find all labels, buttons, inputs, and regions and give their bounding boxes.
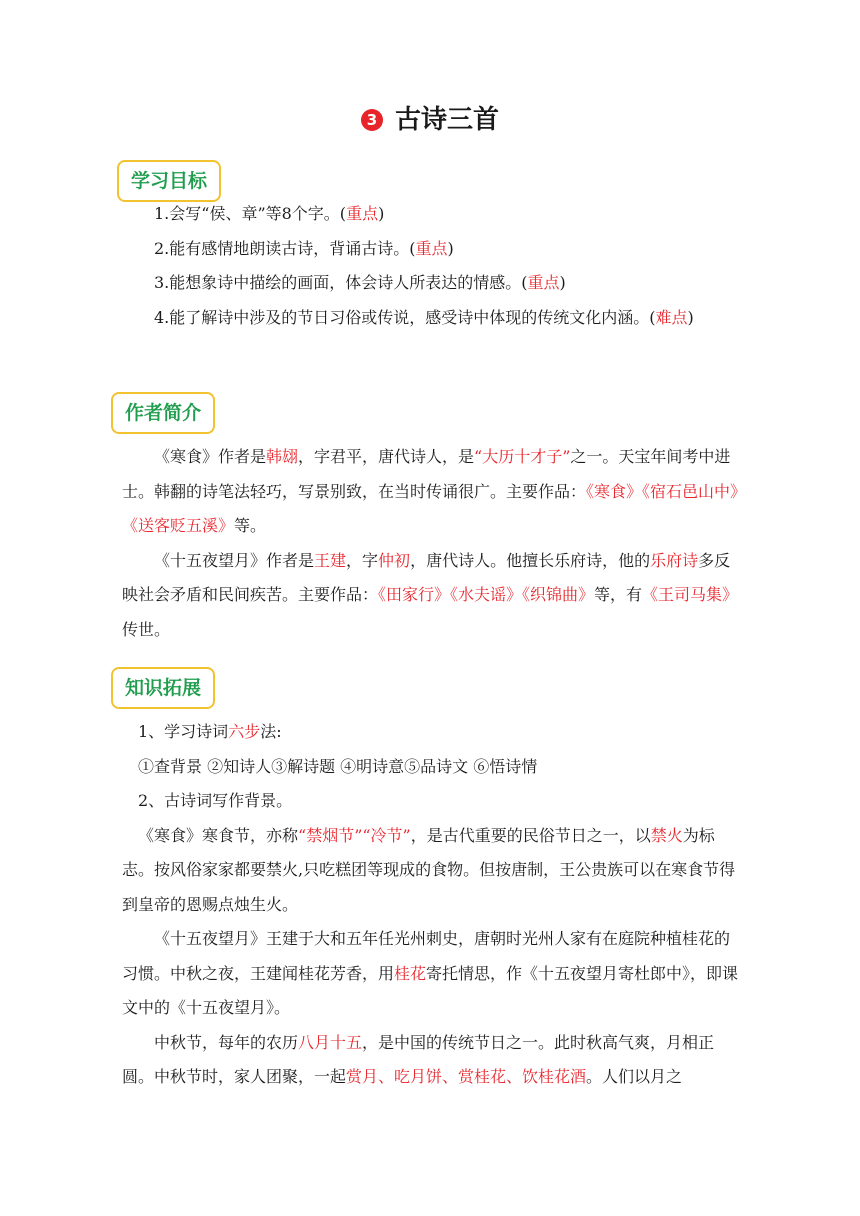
section-label-goals: 学习目标	[117, 160, 221, 202]
knowledge-line: 1、学习诗词六步法:	[138, 722, 282, 741]
goal-item: 4.能了解诗中涉及的节日习俗或传说，感受诗中体现的传统文化内涵。(难点)	[154, 307, 694, 327]
goal-item: 2.能有感情地朗读古诗，背诵古诗。(重点)	[154, 238, 454, 258]
section-label-knowledge: 知识拓展	[111, 667, 215, 709]
author-intro	[122, 440, 740, 647]
knowledge-paragraph: 《十五夜望月》王建于大和五年任光州刺史，唐朝时光州人家有在庭院种植桂花的习惯。中秋之夜，王建闻桂花芳香，用桂花寄托情思，作《十五夜望月寄杜郎中》，即课文中的《十五夜望月》。	[122, 929, 739, 1017]
knowledge-paragraph: 中秋节，每年的农历八月十五，是中国的传统节日之一。此时秋高气爽，月相正圆。中秋节时，家人团聚，一起赏月、吃月饼、赏桂花、饮桂花酒。人们以月之	[122, 1032, 715, 1086]
knowledge-expansion	[122, 715, 740, 1095]
lesson-number-badge: 3	[361, 109, 383, 131]
knowledge-paragraph: 《寒食》寒食节，亦称“禁烟节”“冷节”，是古代重要的民俗节日之一，以禁火为标志。按风俗家家都要禁火,只吃糕团等现成的食物。但按唐制，王公贵族可以在寒食节得到皇帝的恩赐点烛生火。	[122, 825, 736, 914]
author-paragraph: 《十五夜望月》作者是王建，字仲初，唐代诗人。他擅长乐府诗，他的乐府诗多反映社会矛盾和民间疾苦。主要作品：《田家行》《水夫谣》《织锦曲》等，有《王司马集》传世。	[122, 550, 739, 639]
lesson-title-text: 古诗三首	[394, 105, 499, 135]
page-title	[0, 100, 860, 140]
goal-item: 1.会写“侯、章”等8个字。(重点)	[154, 204, 385, 223]
knowledge-line: ①查背景 ②知诗人③解诗题 ④明诗意⑤品诗文 ⑥悟诗情	[138, 756, 538, 776]
knowledge-line: 2、古诗词写作背景。	[138, 791, 293, 810]
goals-list	[122, 197, 740, 335]
goal-item: 3.能想象诗中描绘的画面，体会诗人所表达的情感。(重点)	[154, 273, 566, 292]
section-label-author: 作者简介	[111, 392, 215, 434]
author-paragraph: 《寒食》作者是韩翃，字君平，唐代诗人，是“大历十才子”之一。天宝年间考中进士。韩翻的诗笔法轻巧，写景别致，在当时传诵很广。主要作品：《寒食》《宿石邑山中》《送客贬五溪》等。	[122, 447, 739, 535]
